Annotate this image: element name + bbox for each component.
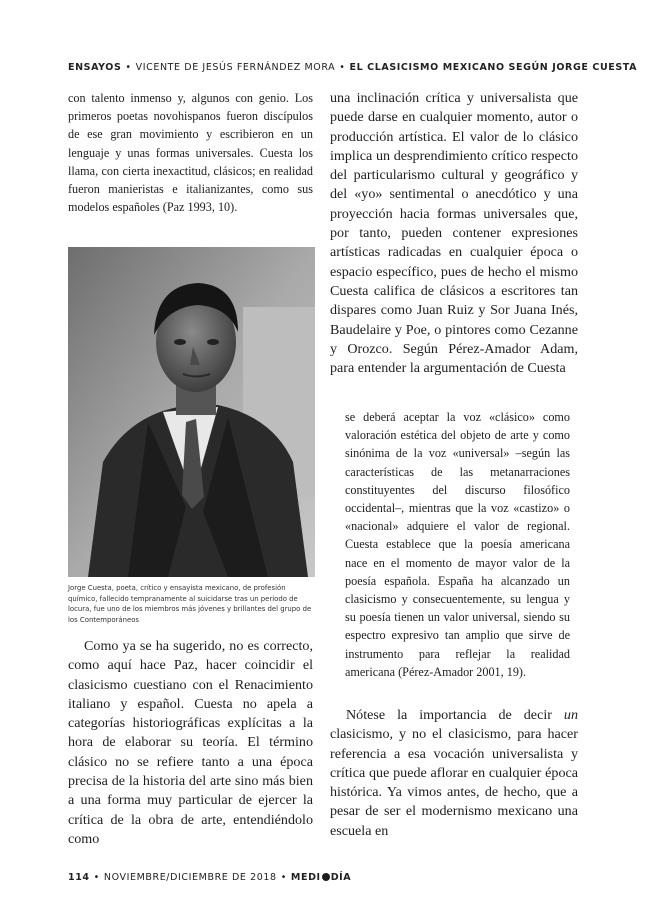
photo-caption: Jorge Cuesta, poeta, crítico y ensayista mexicano, de profesión químico, fallecido tempranamente al suicidarse tras un periodo de locura, fue uno de los miembros más jóvenes y brillantes del grupo de los Contemporáneos xyxy=(68,584,312,624)
left-top-paragraph: con talento inmenso y, algunos con genio. Los primeros poetas novohispanos fueron discípulos de ese gran movimiento y escribieron en un lenguaje y unas formas universales. Cuesta los llama, con cierta inexactitud, clásicos; en realidad fueron manieristas e italianizantes, como sus modelos españoles (Paz 1993, 10). xyxy=(68,91,313,215)
header-bullet: • xyxy=(125,62,132,73)
left-bottom-paragraph: Como ya se ha sugerido, no es correcto, como aquí hace Paz, hacer coincidir el clasicismo cuestiano con el Renacimiento italiano y español. Cuesta no apela a categorías historiográficas explícitas a la hora de elaborar su teoría. El término clásico no se refiere tanto a una época precisa de la historia del arte sino más bien a una forma muy particular de ejercer la crítica de la obra de arte, entendiéndolo como xyxy=(68,638,313,847)
right-top-paragraph: una inclinación crítica y universalista que puede darse en cualquier momento, autor o producción artística. El valor de lo clásico implica un desprendimiento crítico respecto del particularismo cultural y geográfico y del «yo» sentimental o anecdótico y una proyección hacia formas universales que, por tanto, pueden contener expresiones artísticas radicadas en cualquier época o espacio específico, pues de hecho el mismo Cuesta califica de clásicos a escritores tan dispares como Juan Ruiz y Sor Juana Inés, Baudelaire y Poe, o pintores como Cezanne y Orozco. Según Pérez-Amador Adam, para entender la argumentación de Cuesta xyxy=(330,90,578,377)
right-bottom-text-b: clasicismo, y no el clasicismo, para hacer referencia a esa vocación universalista y crítica que puede aflorar en cualquier época histórica. Ya vimos antes, de hecho, que a pesar de ser el modernismo mexicano una escuela en xyxy=(330,726,578,839)
right-bottom-paragraph xyxy=(330,706,578,841)
portrait-image xyxy=(68,247,315,577)
right-bottom-text-a: Nótese la importancia de decir xyxy=(346,707,564,723)
header-author: VICENTE DE JESÚS FERNÁNDEZ MORA xyxy=(135,62,336,73)
block-quote-text: se deberá aceptar la voz «clásico» como valoración estética del objeto de arte y como sinónima de la voz «universal» –según las características de las metanarraciones constituyentes del discurso filosófico occidental–, mientras que la voz «castizo» o «nacional» adquiere el valor de regional. Cuesta establece que la poesía americana nace en el momento de mayor valor de la poesía española. España ha alcanzado un clasicismo y consecuentemente, su lengua y su poesía tienen un valor universal, siendo su espectro expresivo tan amplio que sirve de instrumento para reflejar la realidad americana (Pérez-Amador 2001, 19). xyxy=(345,410,570,679)
magazine-name-part-b: DÍA xyxy=(330,872,352,883)
footer-bullet: • xyxy=(280,872,287,883)
left-column-top xyxy=(68,89,313,216)
header-bullet: • xyxy=(339,62,346,73)
right-bottom-emphasis: un xyxy=(563,707,578,723)
magazine-logo-dot-icon xyxy=(322,873,330,881)
running-header xyxy=(68,62,638,73)
page-footer xyxy=(68,872,351,883)
header-section: ENSAYOS xyxy=(68,62,122,73)
magazine-name-part-a: MEDI xyxy=(290,872,321,883)
page-number: 114 xyxy=(68,872,90,883)
block-quote xyxy=(345,408,570,681)
right-column-top xyxy=(330,89,578,378)
magazine-name xyxy=(291,872,351,883)
left-column-bottom xyxy=(68,637,313,849)
footer-issue: NOVIEMBRE/DICIEMBRE DE 2018 xyxy=(103,872,277,883)
right-column-bottom xyxy=(330,706,578,841)
header-title: EL CLASICISMO MEXICANO SEGÚN JORGE CUESTA xyxy=(349,62,638,73)
footer-bullet: • xyxy=(93,872,100,883)
portrait-photo xyxy=(68,247,315,577)
